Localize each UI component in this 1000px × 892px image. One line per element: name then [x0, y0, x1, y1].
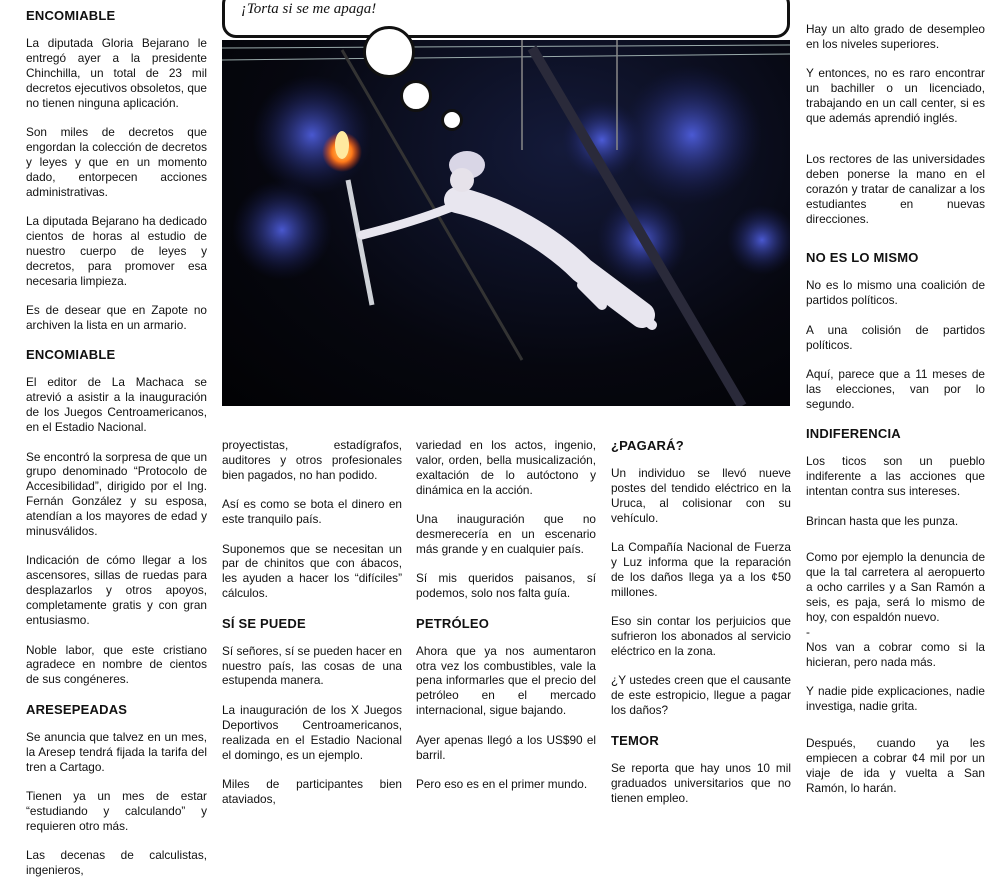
- paragraph: Aquí, parece que a 11 meses de las elecciones, van por lo segundo.: [806, 367, 985, 411]
- paragraph: Sí señores, sí se pueden hacer en nuestro país, las cosas de una estupenda manera.: [222, 643, 402, 688]
- headline-petroleo: PETRÓLEO: [416, 615, 490, 631]
- paragraph-dash: -: [806, 624, 810, 639]
- paragraph: Nos van a cobrar como si la hicieran, pero nada más.: [806, 639, 985, 669]
- paragraph: Indicación de cómo llegar a los ascensores, sillas de ruedas para desplazarlos y otros apoyos, completamente gratis y con gran entusiasmo.: [26, 553, 207, 628]
- paragraph: Como por ejemplo la denuncia de que la tal carretera al aeropuerto a ocho carriles y a San Ramón a seis, es paja, será lo mismo de hoy, con espaldón nuevo.: [806, 550, 985, 625]
- paragraph: Ahora que ya nos aumentaron otra vez los combustibles, vale la pena informarles que el precio del petróleo en el mercado internacional, sigue bajando.: [416, 643, 596, 718]
- paragraph: Y nadie pide explicaciones, nadie investiga, nadie grita.: [806, 684, 985, 714]
- column-3: [416, 438, 596, 806]
- paragraph: A una colisión de partidos políticos.: [806, 322, 985, 352]
- paragraph: Se encontró la sorpresa de que un grupo denominado “Protocolo de Accesibilidad”, dirigido por el Ing. Fernán González y su esposa, atendían a los mayores de edad y minusválidos.: [26, 449, 208, 539]
- paragraph: Es de desear que en Zapote no archiven la lista en un armario.: [26, 303, 207, 332]
- paragraph: La Compañía Nacional de Fuerza y Luz informa que la reparación de los daños llega ya a los ¢50 millones.: [611, 540, 791, 599]
- headline-no-es-lo-mismo: NO ES LO MISMO: [806, 250, 919, 266]
- headline-encomiable-1: ENCOMIABLE: [26, 8, 116, 23]
- column-2: [222, 438, 402, 821]
- paragraph: Un individuo se llevó nueve postes del tendido eléctrico en la Uruca, al colisionar con su vehículo.: [611, 466, 791, 525]
- paragraph: Los rectores de las universidades deben ponerse la mano en el corazón y tratar de canalizar a los estudiantes en nuevas direcciones.: [806, 151, 985, 226]
- paragraph: La diputada Bejarano ha dedicado cientos de horas al estudio de nuestro cuerpo de leyes y decretos, para promover esa necesaria limpieza.: [26, 214, 207, 288]
- paragraph: La diputada Gloria Bejarano le entregó ayer a la presidente Chinchilla, un total de 23 mil decretos ejecutivos obsoletos, que no tienen ninguna aplicación.: [26, 36, 207, 110]
- paragraph: La inauguración de los X Juegos Deportivos Centroamericanos, realizada en el Estadio Nacional el domingo, es un ejemplo.: [222, 702, 402, 762]
- paragraph: Noble labor, que este cristiano agradece en nombre de cientos de sus congéneres.: [26, 642, 207, 687]
- photo-torch-acrobat: [222, 40, 790, 406]
- column-1: [26, 8, 207, 892]
- headline-temor: TEMOR: [611, 732, 659, 748]
- paragraph: variedad en los actos, ingenio, valor, orden, bella musicalización, exaltación de lo autóctono y dinámica en la acción.: [416, 438, 596, 497]
- paragraph: Sí mis queridos paisanos, sí podemos, solo nos falta guía.: [416, 571, 596, 601]
- headline-pagara: ¿PAGARÁ?: [611, 438, 684, 453]
- column-4: [611, 438, 791, 820]
- paragraph: Ayer apenas llegó a los US$90 el barril.: [416, 732, 596, 762]
- paragraph: Suponemos que se necesitan un par de chinitos que con ábacos, les ayuden a hacer los “difíciles” cálculos.: [222, 541, 402, 601]
- paragraph: El editor de La Machaca se atrevió a asistir a la inauguración de los Juegos Centroamericanos, en el Estadio Nacional.: [26, 375, 207, 435]
- headline-si-se-puede: SÍ SE PUEDE: [222, 615, 306, 631]
- paragraph: Se anuncia que talvez en un mes, la Aresep tendrá fijada la tarifa del tren a Cartago.: [26, 729, 207, 774]
- paragraph: proyectistas, estadígrafos, auditores y otros profesionales bien pagados, no han podido.: [222, 438, 402, 482]
- paragraph: Después, cuando ya les empiecen a cobrar ¢4 mil por un viaje de ida y vuelta a San Ramón, lo harán.: [806, 736, 985, 795]
- column-5: [806, 22, 985, 810]
- headline-aresepeadas: ARESEPEADAS: [26, 701, 128, 717]
- thought-bubble-dot-small: [441, 109, 463, 131]
- paragraph: Miles de participantes bien ataviados,: [222, 777, 402, 806]
- thought-bubble-dot-medium: [400, 80, 432, 112]
- paragraph: Pero eso es en el primer mundo.: [416, 777, 588, 791]
- thought-bubble-dot-large: [363, 26, 415, 78]
- paragraph: Así es como se bota el dinero en este tranquilo país.: [222, 497, 402, 527]
- paragraph: Eso sin contar los perjuicios que sufrieron los abonados al servicio eléctrico en la zona.: [611, 614, 791, 659]
- headline-encomiable-2: ENCOMIABLE: [26, 347, 116, 363]
- paragraph: No es lo mismo una coalición de partidos políticos.: [806, 278, 985, 308]
- paragraph: Los ticos son un pueblo indiferente a las acciones que intentan contra sus intereses.: [806, 454, 985, 499]
- acrobat-illustration: [222, 40, 790, 406]
- paragraph: Son miles de decretos que engordan la colección de decretos y leyes y que en un momento dado, entorpecen acciones administrativas.: [26, 125, 207, 199]
- paragraph: Las decenas de calculistas, ingenieros,: [26, 848, 207, 878]
- paragraph: Tienen ya un mes de estar “estudiando y calculando” y requieren otro más.: [26, 788, 207, 833]
- paragraph: ¿Y ustedes creen que el causante de este estropicio, llegue a pagar los daños?: [611, 673, 791, 718]
- headline-indiferencia: INDIFERENCIA: [806, 426, 901, 442]
- paragraph: Brincan hasta que les punza.: [806, 513, 959, 528]
- paragraph: Y entonces, no es raro encontrar un bachiller o un licenciado, trabajando en un call center, si es que además aprendió inglés.: [806, 66, 985, 126]
- thought-bubble-text: ¡Torta si se me apaga!: [241, 1, 377, 17]
- paragraph: Una inauguración que no desmerecería en un escenario más grande y en cualquier país.: [416, 512, 596, 556]
- paragraph: Hay un alto grado de desempleo en los niveles superiores.: [806, 22, 985, 51]
- paragraph: Se reporta que hay unos 10 mil graduados universitarios que no tienen empleo.: [611, 760, 791, 805]
